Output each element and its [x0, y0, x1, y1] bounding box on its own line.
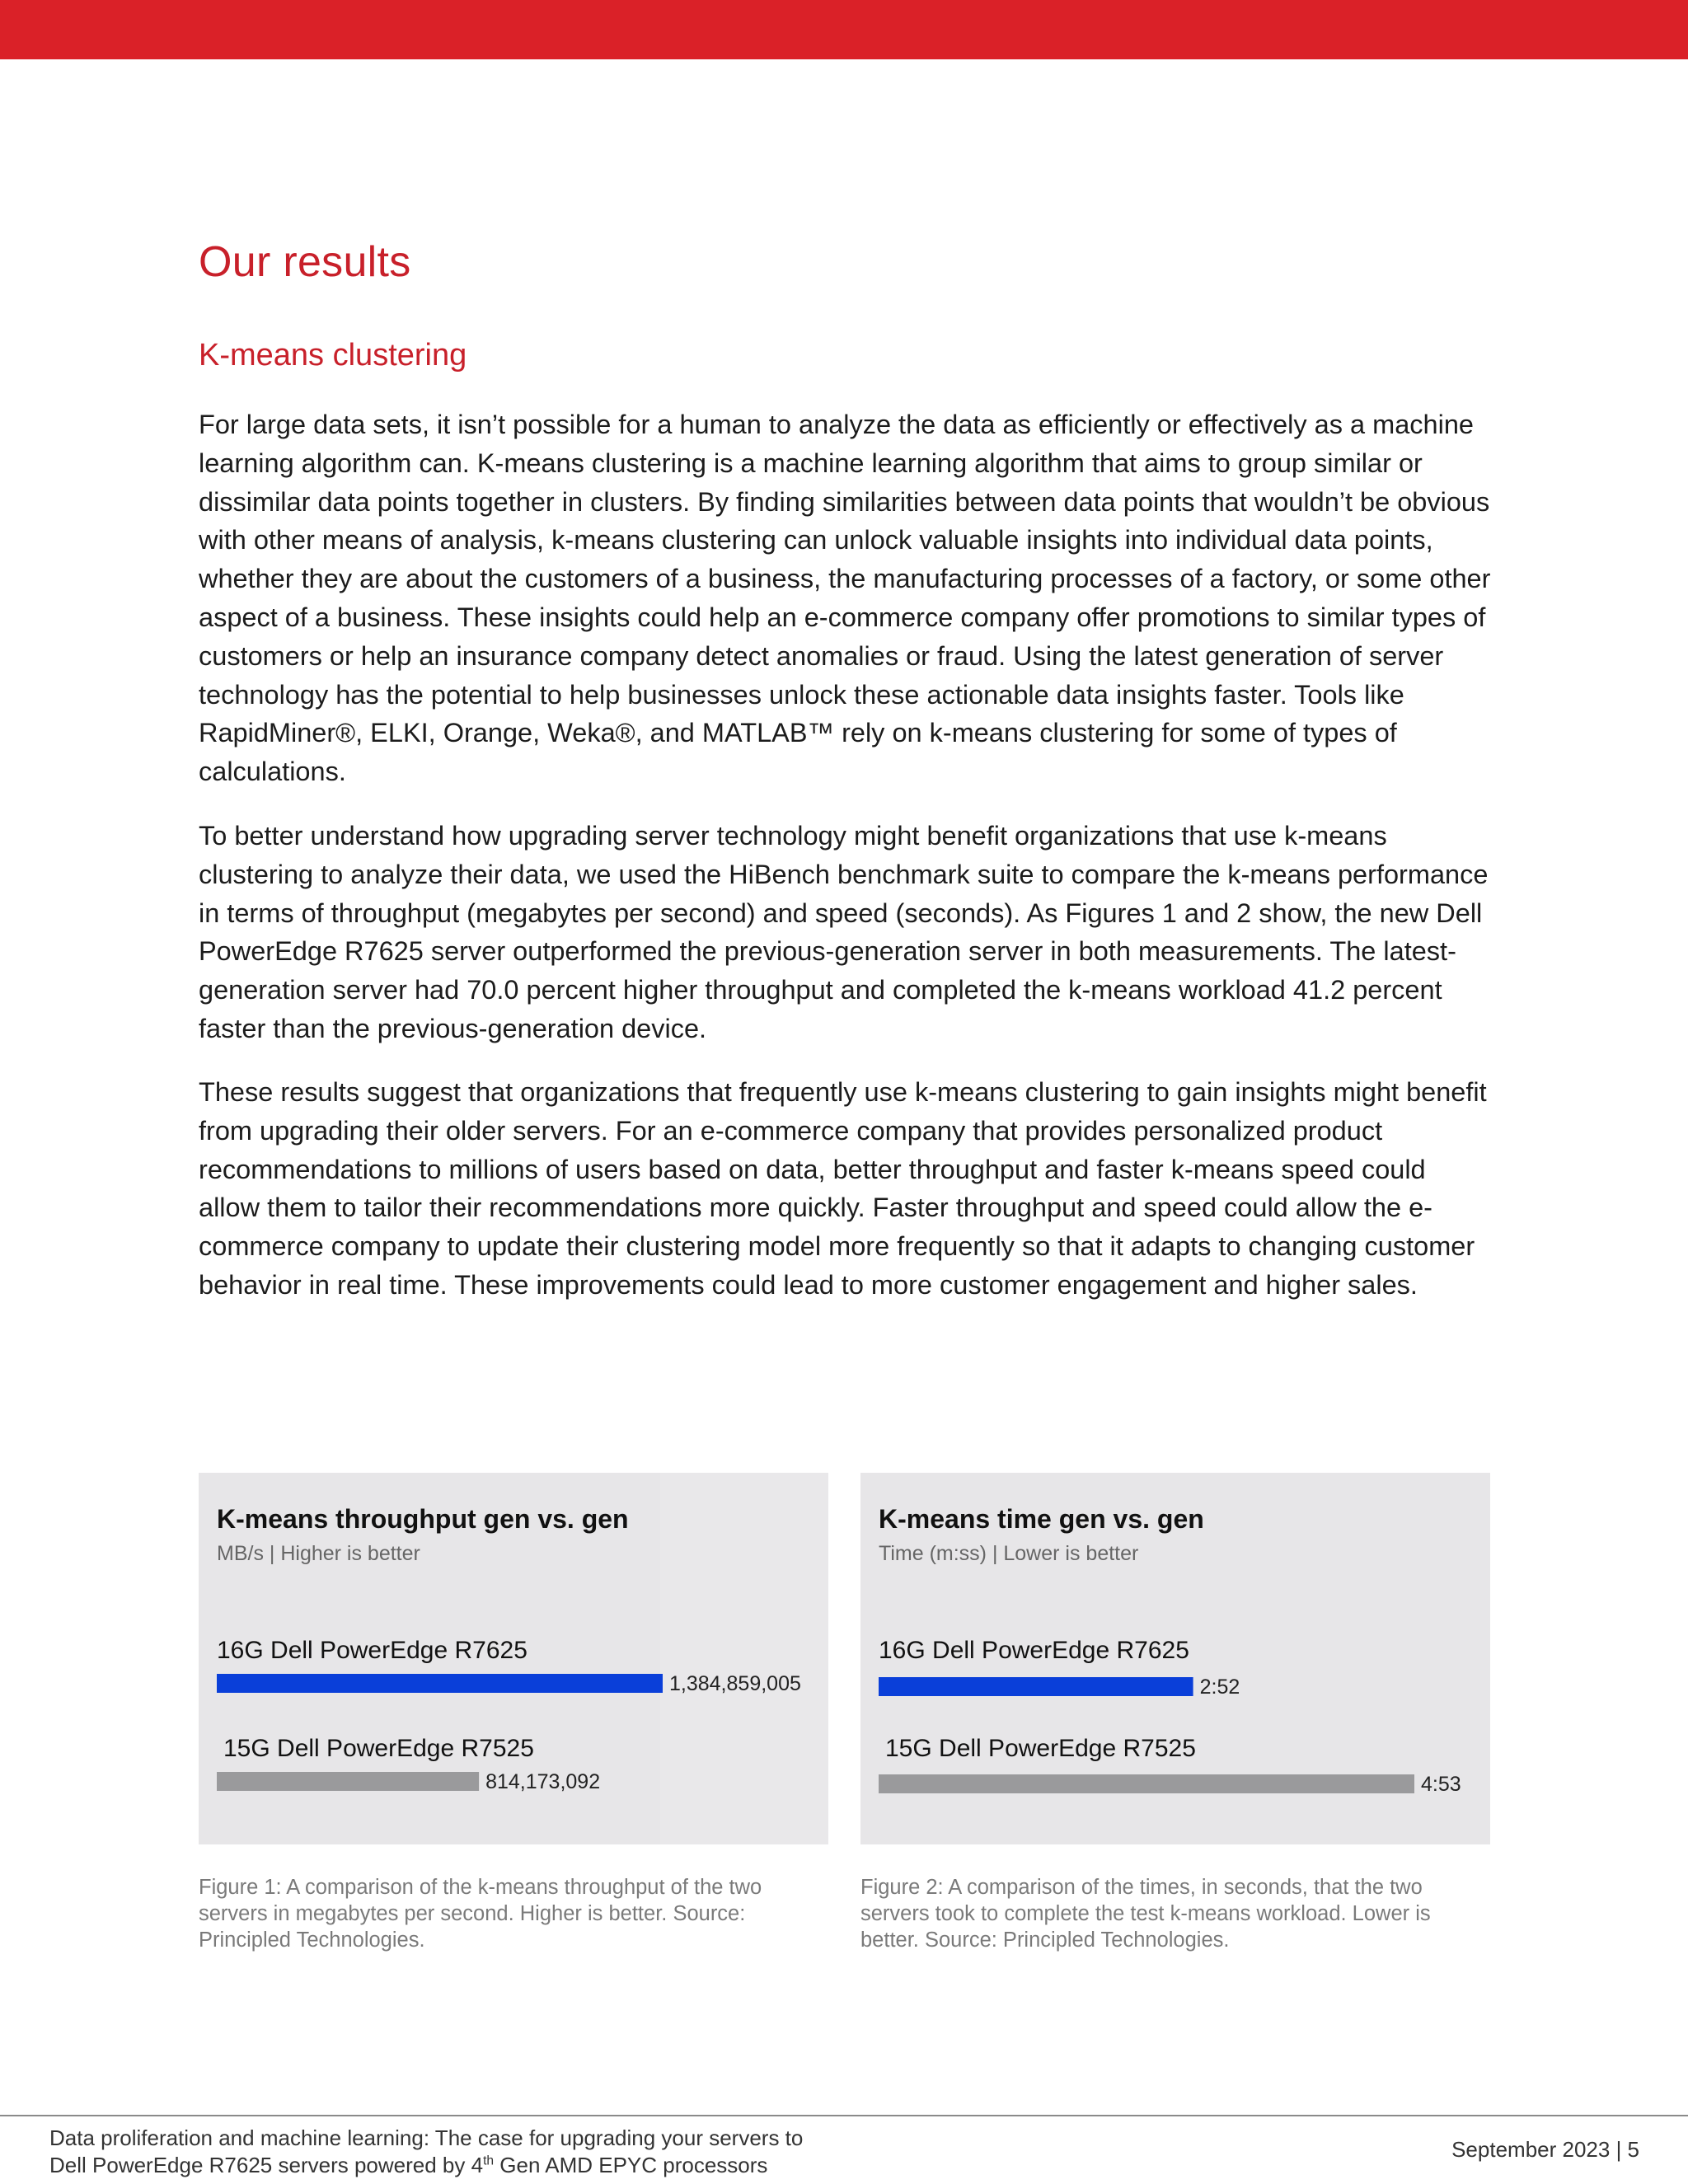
bar-label: 15G Dell PowerEdge R7525	[223, 1735, 534, 1762]
footer-document-title	[49, 2125, 803, 2179]
top-accent-bar	[0, 0, 1688, 59]
bar-15g-r7525	[217, 1772, 479, 1791]
section-title: K-means clustering	[199, 338, 467, 373]
time-chart-panel	[860, 1473, 1490, 1844]
bar-16g-r7625	[879, 1677, 1193, 1696]
footer-divider	[0, 2115, 1688, 2116]
paragraph-1: For large data sets, it isn’t possible for a human to analyze the data as efficiently or effectively as a machine learning algorithm can. K-means clustering is a machine learning algorithm that aims to group similar or dissimilar data points together in clusters. By finding similarities between data points that wouldn’t be obvious with other means of analysis, k-means clustering can unlock valuable insights into individual data points, whether they are about the customers of a business, the manufacturing processes of a factory, or some other aspect of a business. These insights could help an e-commerce company offer promotions to similar types of customers or help an insurance company detect anomalies or fraud. Using the latest generation of server technology has the potential to help businesses unlock these actionable data insights faster. Tools like RapidMiner®, ELKI, Orange, Weka®, and MATLAB™ rely on k-means clustering for some of types of calculations.	[199, 410, 1491, 787]
chart-title: K-means time gen vs. gen	[879, 1504, 1204, 1534]
value-label: 814,173,092	[485, 1770, 601, 1793]
bar-16g-r7625	[217, 1674, 663, 1693]
figure-1-caption: Figure 1: A comparison of the k-means throughput of the two servers in megabytes per second. Higher is better. Source: Principled Technologies.	[199, 1876, 762, 1952]
footer-line2-text-end: Gen AMD EPYC processors	[494, 2153, 768, 2177]
footer-title-line-1: Data proliferation and machine learning: The case for upgrading your servers to	[49, 2125, 804, 2150]
footer-line2-text: Dell PowerEdge R7625 servers powered by 4	[49, 2153, 484, 2177]
chart-subtitle: MB/s | Higher is better	[217, 1542, 420, 1565]
paragraph-2: To better understand how upgrading server technology might benefit organizations that use k-means clustering to analyze their data, we used the HiBench benchmark suite to compare the k-means performance in terms of throughput (megabytes per second) and speed (seconds). As Figures 1 and 2 show, the new Dell PowerEdge R7625 server outperformed the previous-generation server in both measurements. The latest-generation server had 70.0 percent higher throughput and completed the k-means workload 41.2 percent faster than the previous-generation device.	[199, 821, 1489, 1043]
bar-label: 16G Dell PowerEdge R7625	[879, 1637, 1189, 1664]
value-label: 2:52	[1199, 1675, 1240, 1699]
time-chart	[860, 1473, 1490, 1844]
bar-label: 16G Dell PowerEdge R7625	[217, 1637, 528, 1664]
footer-superscript: th	[483, 2154, 495, 2168]
footer-date-page: September 2023 | 5	[1451, 2137, 1639, 2162]
page-title: Our results	[199, 238, 411, 286]
throughput-chart-panel	[199, 1473, 828, 1844]
paragraph-3: These results suggest that organizations that frequently use k-means clustering to gain insights might benefit from upgrading their older servers. For an e-commerce company that provides personalized product recommendations to millions of users based on data, better throughput and faster k-means speed could allow them to tailor their recommendations more quickly. Faster throughput and speed could allow the e-commerce company to update their clustering model more frequently so that it adapts to changing customer behavior in real time. These improvements could lead to more customer engagement and higher sales.	[199, 1077, 1487, 1300]
chart-subtitle: Time (m:ss) | Lower is better	[879, 1542, 1139, 1565]
value-label: 4:53	[1421, 1773, 1461, 1796]
footer-title-line-2	[49, 2152, 803, 2179]
bar-15g-r7525	[879, 1774, 1414, 1793]
value-label: 1,384,859,005	[669, 1672, 801, 1695]
figure-2-caption: Figure 2: A comparison of the times, in seconds, that the two servers took to complete the test k-means workload. Lower is better. Source: Principled Technologies.	[860, 1876, 1431, 1952]
throughput-chart	[199, 1473, 828, 1844]
chart-title: K-means throughput gen vs. gen	[217, 1504, 629, 1534]
bar-label: 15G Dell PowerEdge R7525	[885, 1735, 1196, 1762]
